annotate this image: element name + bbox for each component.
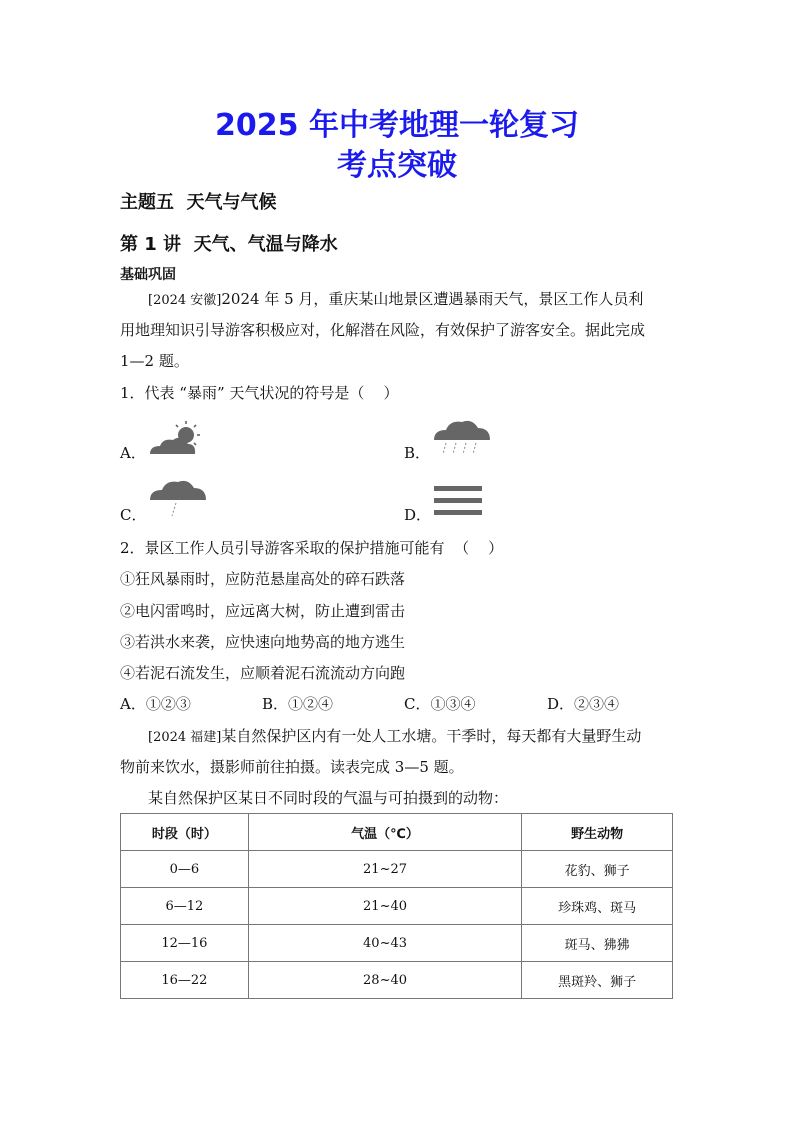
q1-option-c-label: C． [120, 506, 147, 524]
table-cell: 斑马、狒狒 [522, 925, 673, 962]
q2-item-1: ①狂风暴雨时，应防范悬崖高处的碎石跌落 [120, 570, 406, 588]
section-heading: 基础巩固 [120, 267, 176, 283]
topic-heading: 主题五 天气与气候 [120, 192, 277, 213]
passage1-line1: [2024 安徽]2024 年 5 月，重庆某山地景区遭遇暴雨天气，景区工作人员利 [148, 290, 644, 308]
q1-option-b-label: B． [404, 444, 431, 462]
table-cell: 12—16 [121, 925, 249, 962]
table-cell: 28~40 [248, 962, 521, 999]
q1-stem: 1．代表 “暴雨” 天气状况的符号是（ ） [120, 384, 399, 402]
passage1-source: [2024 安徽] [148, 293, 222, 308]
table-cell: 16—22 [121, 962, 249, 999]
passage2-line2: 物前来饮水，摄影师前往拍摄。读表完成 3—5 题。 [120, 758, 464, 776]
q2-item-4: ④若泥石流发生，应顺着泥石流流动方向跑 [120, 664, 406, 682]
table-row [121, 925, 673, 962]
passage1-line2: 用地理知识引导游客积极应对，化解潜在风险，有效保护了游客安全。据此完成 [120, 321, 646, 339]
table-cell: 0—6 [121, 851, 249, 888]
table-row [121, 888, 673, 925]
table-cell: 黑斑羚、狮子 [522, 962, 673, 999]
table-header: 时段（时） [121, 814, 249, 851]
table-header: 气温（℃） [248, 814, 521, 851]
table-row [121, 962, 673, 999]
table-caption: 某自然保护区某日不同时段的气温与可拍摄到的动物： [148, 789, 509, 807]
passage2-line1: [2024 福建]某自然保护区内有一处人工水塘。干季时，每天都有大量野生动 [148, 727, 642, 745]
q1-option-a-label: A． [120, 444, 146, 462]
q1-option-d-label: D． [404, 506, 432, 524]
light-rain-icon [148, 478, 208, 520]
doc-title-line2: 考点突破 [337, 148, 457, 183]
q2-choice-a: A．①②③ [120, 695, 191, 713]
table-header: 野生动物 [522, 814, 673, 851]
q2-item-2: ②电闪雷鸣时，应远离大树，防止遭到雷击 [120, 602, 406, 620]
q2-choice-d: D．②③④ [547, 695, 620, 713]
table-cell: 40~43 [248, 925, 521, 962]
table-row [121, 851, 673, 888]
fog-icon [434, 484, 482, 518]
q2-item-3: ③若洪水来袭，应快速向地势高的地方逃生 [120, 633, 406, 651]
table-cell: 6—12 [121, 888, 249, 925]
passage1-line3: 1—2 题。 [120, 352, 189, 370]
q2-choice-c: C．①③④ [404, 695, 476, 713]
table-cell: 花豹、狮子 [522, 851, 673, 888]
sunny-cloudy-icon [148, 418, 212, 458]
table-cell: 珍珠鸡、斑马 [522, 888, 673, 925]
table-cell: 21~40 [248, 888, 521, 925]
table-cell: 21~27 [248, 851, 521, 888]
table-header-row [121, 814, 673, 851]
doc-title-line1: 2025 年中考地理一轮复习 [215, 108, 579, 143]
lecture-heading: 第 1 讲 天气、气温与降水 [120, 234, 338, 255]
heavy-rain-icon [432, 416, 492, 456]
passage2-source: [2024 福建] [148, 730, 222, 745]
q2-choice-b: B．①②④ [262, 695, 334, 713]
data-table [120, 813, 673, 999]
q2-stem: 2．景区工作人员引导游客采取的保护措施可能有 （ ） [120, 539, 504, 557]
